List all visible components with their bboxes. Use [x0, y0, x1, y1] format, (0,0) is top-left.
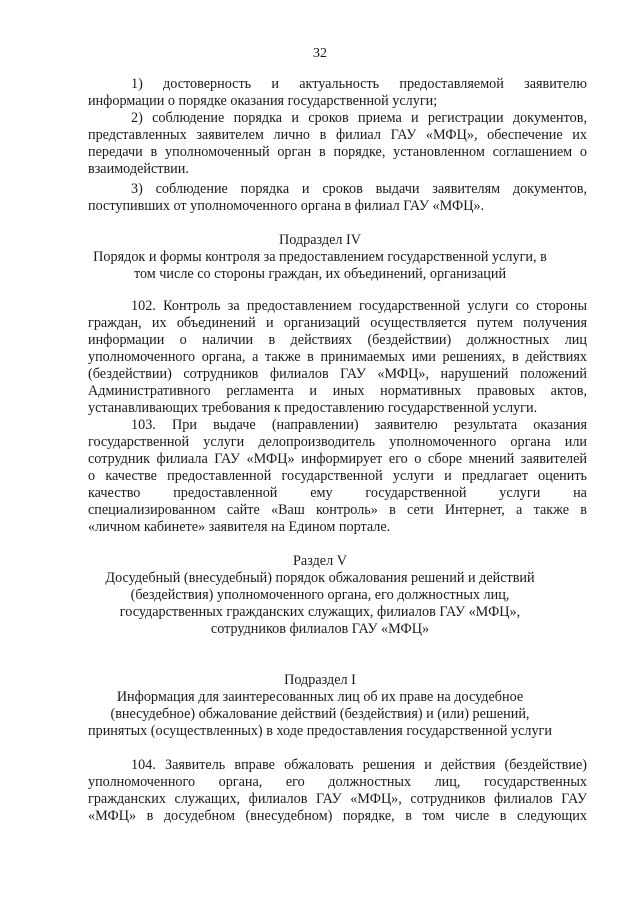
text-line: передачи в уполномоченный орган в порядке, установленном соглашением о	[88, 144, 587, 160]
subsection-title-line: Порядок и формы контроля за предоставлением государственной услуги, в	[93, 249, 547, 265]
text-line: 103. При выдаче (направлении) заявителю результата оказания	[131, 417, 587, 433]
section-title-line: сотрудников филиалов ГАУ «МФЦ»	[210, 621, 430, 637]
text-line: 1) достоверность и актуальность предоставляемой заявителю	[131, 76, 587, 92]
text-line: «личном кабинете» заявителя на Едином портале.	[88, 519, 391, 535]
text-line: 2) соблюдение порядка и сроков приема и регистрации документов,	[131, 110, 587, 126]
text-line: поступивших от уполномоченного органа в филиал ГАУ «МФЦ».	[88, 198, 485, 214]
section-title-line: (бездействия) уполномоченного органа, его должностных лиц,	[130, 587, 510, 603]
text-line: «МФЦ» в досудебном (внесудебном) порядке, в том числе в следующих	[88, 808, 587, 824]
subsection-title-line: (внесудебное) обжалование действий (бездействия) и (или) решений,	[110, 706, 530, 722]
section-title-line: Досудебный (внесудебный) порядок обжалования решений и действий	[105, 570, 535, 586]
text-line: государственной услуги делопроизводитель уполномоченного органа или	[88, 434, 587, 450]
text-line: информации о порядке оказания государственной услуги;	[88, 93, 438, 109]
text-line: 104. Заявитель вправе обжаловать решения и действия (бездействие)	[131, 757, 587, 773]
page-number: 32	[313, 46, 327, 61]
text-line: информации о наличии в действиях (бездействии) должностных лиц	[88, 332, 587, 348]
subsection-heading: Подраздел I	[284, 672, 356, 688]
section-heading: Раздел V	[293, 553, 347, 569]
text-line: 102. Контроль за предоставлением государственной услуги со стороны	[131, 298, 587, 314]
subsection-heading: Подраздел IV	[278, 232, 361, 248]
section-title-line: государственных гражданских служащих, филиалов ГАУ «МФЦ»,	[119, 604, 521, 620]
text-line: Административного регламента и иных нормативных правовых актов,	[88, 383, 587, 399]
text-line: сотрудник филиала ГАУ «МФЦ» информирует его о сборе мнений заявителей	[88, 451, 587, 467]
subsection-title-line: принятых (осуществленных) в ходе предоставления государственной услуги	[88, 723, 552, 739]
text-line: качество предоставленной ему государственной услуги на	[88, 485, 587, 501]
text-line: о качестве предоставленной государственной услуги и предлагает оценить	[88, 468, 587, 484]
text-line: (бездействии) сотрудников филиалов ГАУ «МФЦ», нарушений положений	[88, 366, 587, 382]
text-line: представленных заявителем лично в филиал ГАУ «МФЦ», обеспечение их	[88, 127, 587, 143]
subsection-title-line: том числе со стороны граждан, их объединений, организаций	[133, 266, 507, 282]
text-line: уполномоченного органа, а также в принимаемых ими решениях, в действиях	[88, 349, 587, 365]
text-line: специализированном сайте «Ваш контроль» в сети Интернет, а также в	[88, 502, 587, 518]
text-line: устанавливающих требования к предоставлению государственной услуги.	[88, 400, 538, 416]
text-line: граждан, их объединений и организаций осуществляется путем получения	[88, 315, 587, 331]
text-line: 3) соблюдение порядка и сроков выдачи заявителям документов,	[131, 181, 587, 197]
subsection-title-line: Информация для заинтересованных лиц об их праве на досудебное	[116, 689, 524, 705]
text-line: взаимодействии.	[88, 161, 189, 177]
text-line: гражданских служащих, филиалов ГАУ «МФЦ», сотрудников филиалов ГАУ	[88, 791, 587, 807]
text-line: уполномоченного органа, его должностных лиц, государственных	[88, 774, 587, 790]
